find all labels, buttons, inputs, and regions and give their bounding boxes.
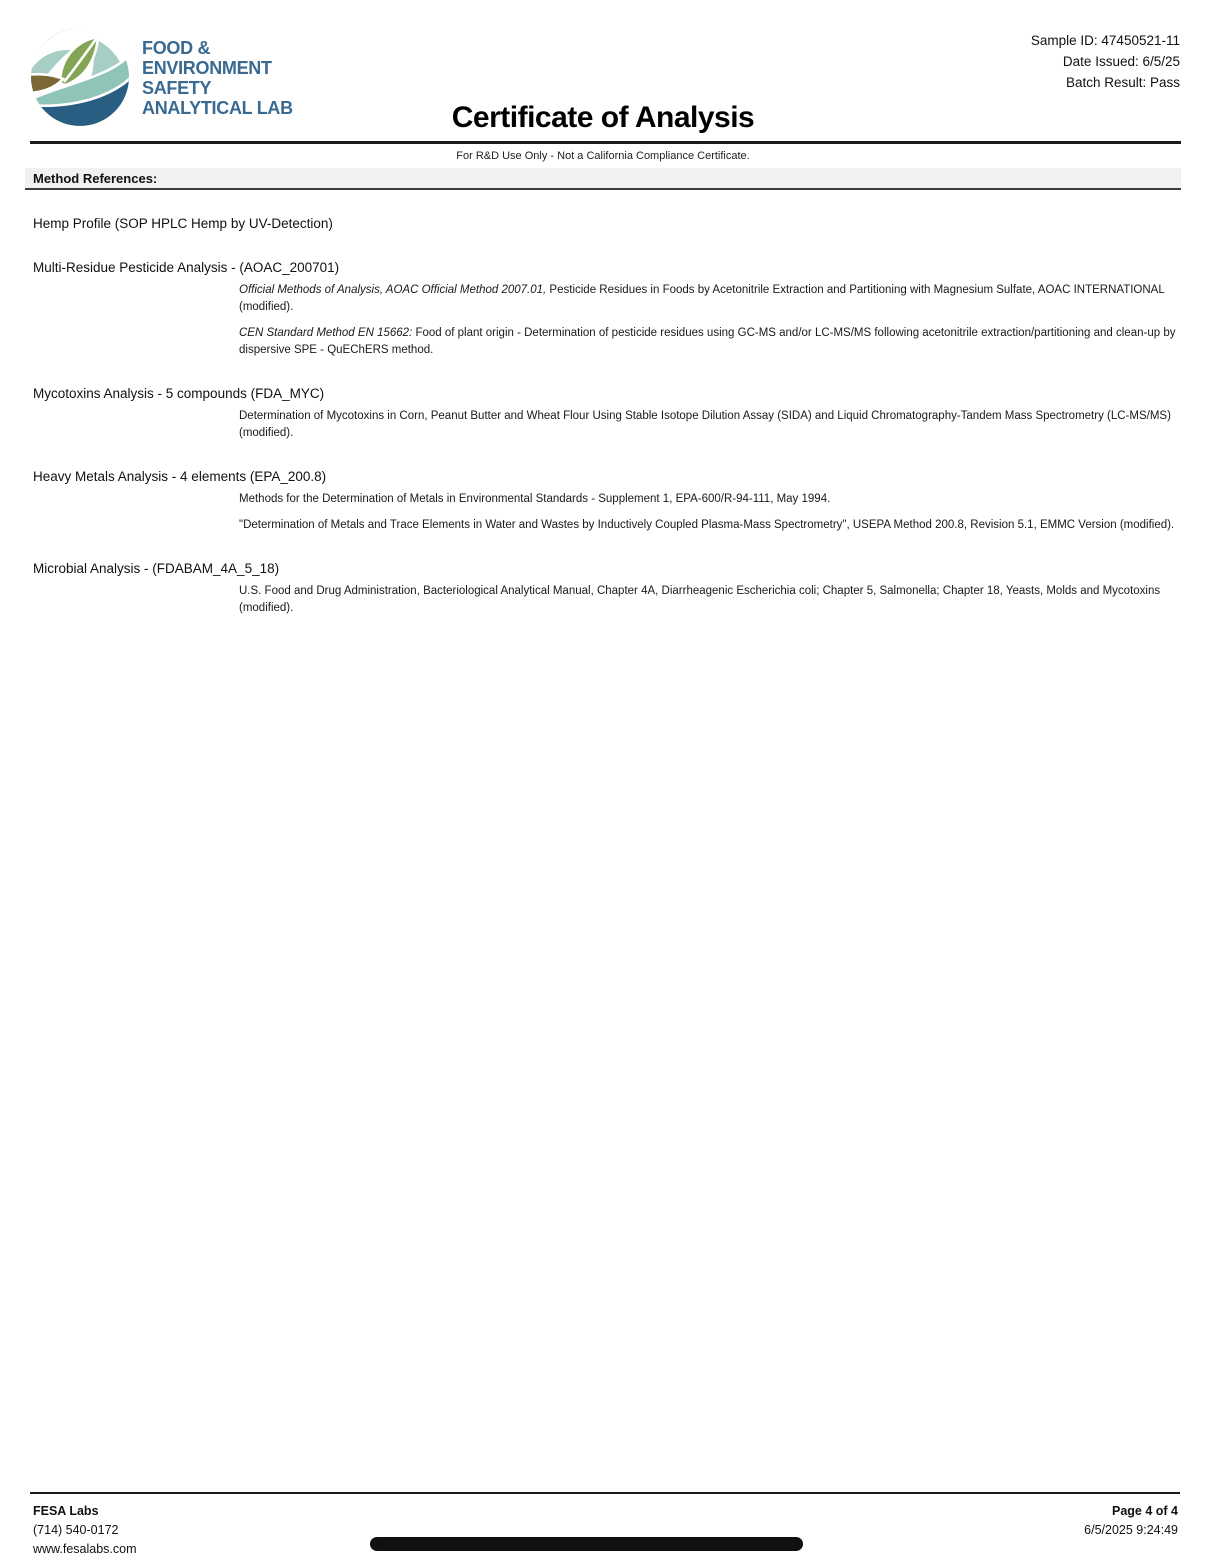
section-pesticide-analysis	[33, 259, 1179, 359]
method-references-bar	[25, 168, 1181, 190]
logo-line-2: ENVIRONMENT	[142, 58, 272, 78]
section-mycotoxins-analysis	[33, 385, 1179, 442]
method-citation-text: U.S. Food and Drug Administration, Bacteriological Analytical Manual, Chapter 4A, Diarrheagenic Escherichia coli; Chapter 5, Salmonella; Chapter 18, Yeasts, Molds and Mycotoxins (modified).	[239, 585, 1161, 614]
method-references-content	[33, 190, 1179, 617]
section-heavy-metals-analysis	[33, 468, 1179, 534]
method-references-label: Method References:	[33, 171, 158, 186]
date-issued: Date Issued: 6/5/25	[1062, 54, 1180, 69]
section-paragraph	[239, 408, 1177, 442]
section-heading: Heavy Metals Analysis - 4 elements (EPA_200.8)	[33, 469, 327, 484]
section-paragraph	[239, 491, 1177, 508]
section-heading: Microbial Analysis - (FDABAM_4A_5_18)	[33, 561, 280, 576]
footer-page-number: Page 4 of 4	[1112, 1504, 1178, 1518]
section-body	[239, 491, 1177, 534]
redaction-bar	[370, 1537, 803, 1551]
batch-result: Batch Result: Pass	[1065, 75, 1180, 90]
footer-website: www.fesalabs.com	[33, 1542, 137, 1556]
method-citation-text: Pesticide Residues in Foods by Acetonitrile Extraction and Partitioning with Magnesium Sulfate, AOAC INTERNATIONAL (modified).	[239, 284, 1165, 313]
method-citation-text: Methods for the Determination of Metals in Environmental Standards - Supplement 1, EPA-600/R-94-111, May 1994.	[239, 493, 831, 505]
footer-lab-info	[33, 1502, 137, 1557]
section-paragraph	[239, 583, 1177, 617]
method-citation-text: Determination of Mycotoxins in Corn, Peanut Butter and Wheat Flour Using Stable Isotope Dilution Assay (SIDA) and Liquid Chromatography-Tandem Mass Spectrometry (LC-MS/MS) (modified).	[239, 410, 1171, 439]
footer-lab-name: FESA Labs	[33, 1504, 99, 1518]
method-citation-italic: CEN Standard Method EN 15662:	[239, 327, 413, 339]
section-paragraph	[239, 517, 1177, 534]
section-hemp-profile	[33, 215, 1179, 233]
sample-meta	[1031, 30, 1180, 93]
method-citation-text: "Determination of Metals and Trace Elements in Water and Wastes by Inductively Coupled Plasma-Mass Spectrometry", USEPA Method 200.8, Revision 5.1, EMMC Version (modified).	[239, 519, 1175, 531]
section-body	[239, 408, 1177, 442]
section-paragraph	[239, 282, 1177, 316]
method-citation-italic: Official Methods of Analysis, AOAC Official Method 2007.01,	[239, 284, 547, 296]
section-paragraph	[239, 325, 1177, 359]
method-citation-text: Food of plant origin - Determination of pesticide residues using GC-MS and/or LC-MS/MS following acetonitrile extraction/partitioning and clean-up by dispersive SPE - QuEChERS method.	[239, 327, 1176, 356]
section-heading: Multi-Residue Pesticide Analysis - (AOAC_200701)	[33, 260, 340, 275]
logo-line-1: FOOD &	[142, 38, 211, 58]
sample-id: Sample ID: 47450521-11	[1030, 33, 1180, 48]
logo-line-3: SAFETY	[142, 78, 212, 98]
footer-page-info	[1084, 1502, 1178, 1540]
section-microbial-analysis	[33, 560, 1179, 617]
header-divider	[30, 141, 1181, 144]
section-heading: Mycotoxins Analysis - 5 compounds (FDA_MYC)	[33, 386, 325, 401]
footer-timestamp: 6/5/2025 9:24:49	[1084, 1523, 1178, 1537]
logo-line-4: ANALYTICAL LAB	[142, 98, 293, 118]
section-body	[239, 282, 1177, 359]
footer-divider	[30, 1492, 1180, 1494]
page-title: Certificate of Analysis	[451, 101, 755, 134]
rd-use-note: For R&D Use Only - Not a California Compliance Certificate.	[456, 150, 750, 162]
section-heading: Hemp Profile (SOP HPLC Hemp by UV-Detection)	[33, 216, 333, 231]
section-body	[239, 583, 1177, 617]
footer-phone: (714) 540-0172	[33, 1523, 119, 1537]
